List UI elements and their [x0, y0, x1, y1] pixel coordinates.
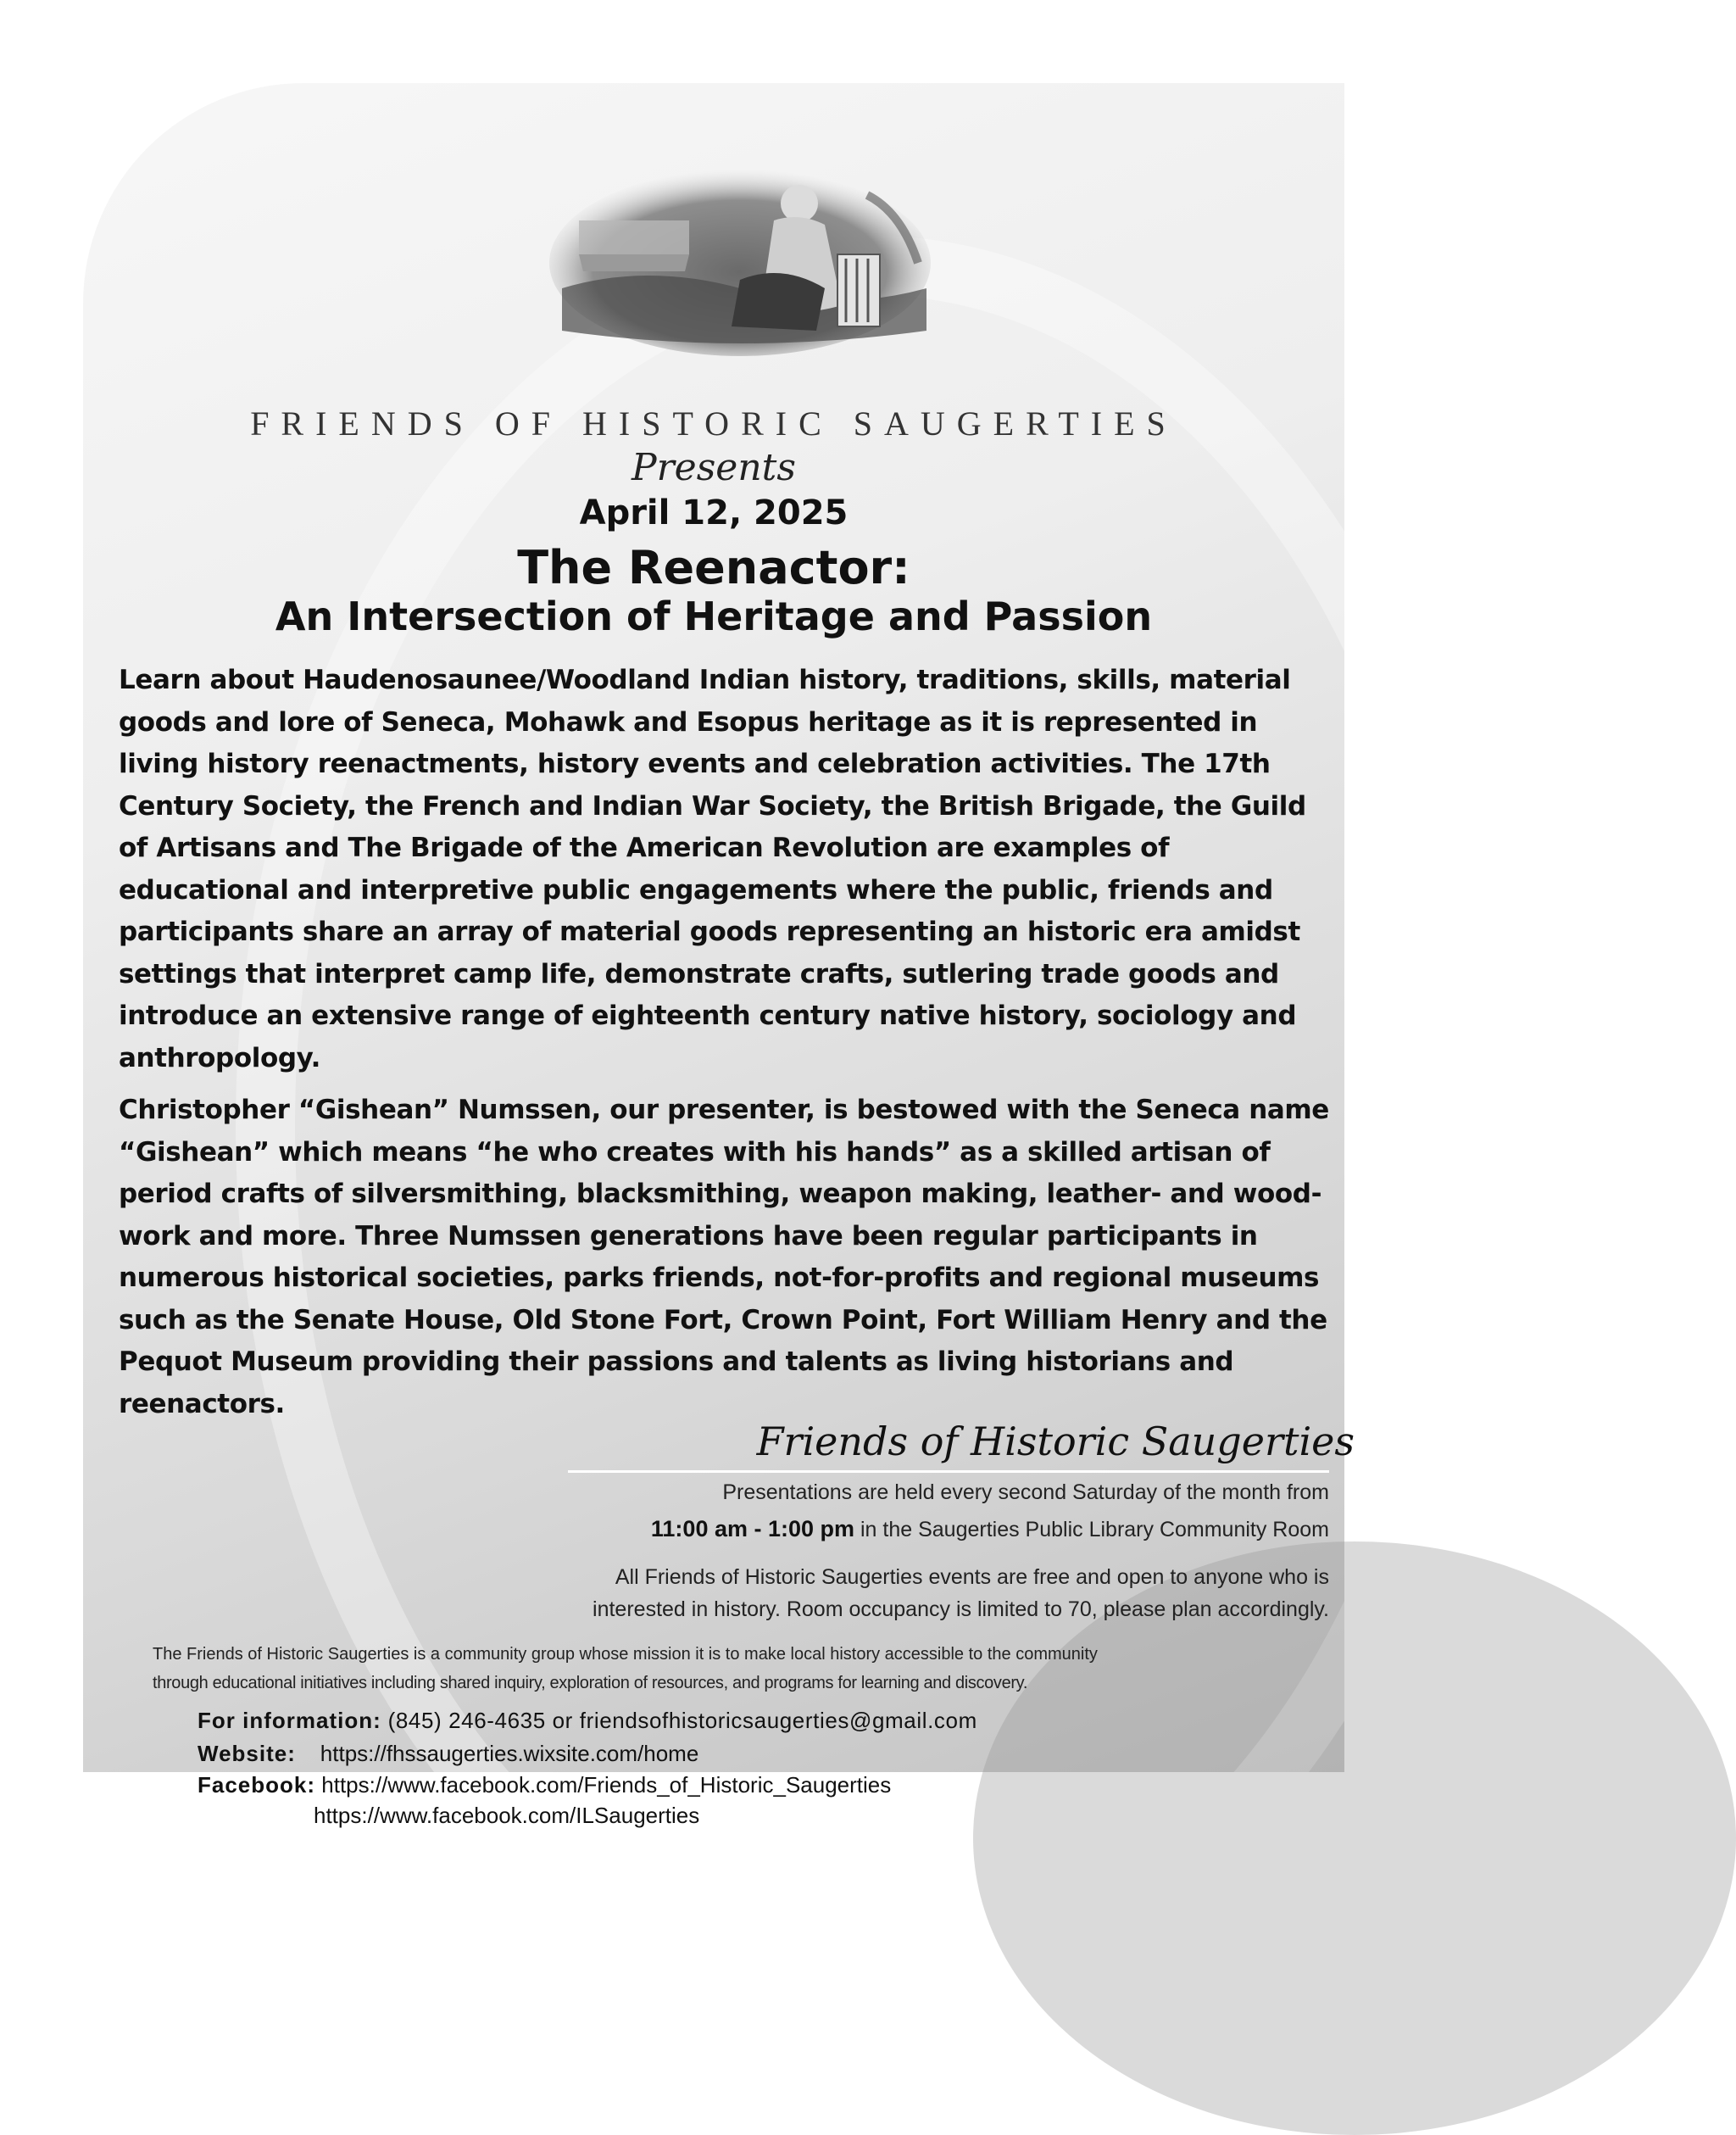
mission-line-2: through educational initiatives including shared inquiry, exploration of resources, and programs for learning and discovery.: [153, 1674, 1028, 1692]
presents-script: Presents: [632, 446, 796, 489]
facebook-label: Facebook:: [198, 1772, 316, 1798]
schedule-location: in the Saugerties Public Library Community Room: [854, 1518, 1329, 1541]
contact-website: [198, 1741, 698, 1767]
contact-info: [198, 1708, 977, 1734]
schedule-time-line: [651, 1516, 1329, 1542]
background-swirl-shadow: [973, 1541, 1736, 2135]
facebook-link-2[interactable]: https://www.facebook.com/ILSaugerties: [314, 1803, 700, 1828]
website-label: Website:: [198, 1741, 296, 1766]
event-title: The Reenactor:: [517, 541, 910, 594]
contact-info-value[interactable]: (845) 246-4635 or friendsofhistoricsaugerties@gmail.com: [381, 1708, 977, 1733]
signature-rule: [568, 1470, 1329, 1473]
contact-info-label: For information:: [198, 1708, 381, 1733]
event-subtitle: An Intersection of Heritage and Passion: [275, 594, 1153, 639]
notice-line-2: interested in history. Room occupancy is limited to 70, please plan accordingly.: [593, 1597, 1329, 1621]
website-link[interactable]: https://fhssaugerties.wixsite.com/home: [320, 1741, 699, 1766]
signature-script: Friends of Historic Saugerties: [756, 1419, 1355, 1464]
event-date: April 12, 2025: [579, 493, 849, 532]
mission-line-1: The Friends of Historic Saugerties is a community group whose mission it is to make local history accessible to the community: [153, 1645, 1098, 1664]
facebook-link-1[interactable]: https://www.facebook.com/Friends_of_Historic_Saugerties: [321, 1772, 892, 1798]
organization-name: FRIENDS OF HISTORIC SAUGERTIES: [250, 404, 1177, 443]
flyer-sheet: [83, 83, 1355, 1828]
notice-line-1: All Friends of Historic Saugerties events are free and open to anyone who is: [615, 1565, 1329, 1589]
description-paragraph: Learn about Haudenosaunee/Woodland Indian history, traditions, skills, material goods and lore of Seneca, Mohawk and Esopus heritage as it is represented in living history reenactments, history events and celebration activities. The 17th Century Society, the French and Indian War Society, the British Brigade, the Guild of Artisans and The Brigade of the American Revolution are examples of educational and interpretive public engagements where the public, friends and participants share an array of material goods representing an historic era amidst settings that interpret camp life, demonstrate crafts, sutlering trade goods and introduce an extensive range of eighteenth century native history, sociology and anthropology.: [119, 665, 1306, 1073]
schedule-time: 11:00 am - 1:00 pm: [650, 1516, 855, 1541]
schedule-line: Presentations are held every second Saturday of the month from: [722, 1480, 1329, 1504]
presenter-paragraph: Christopher “Gishean” Numssen, our presenter, is bestowed with the Seneca name “Gishean” which means “he who creates with his hands” as a skilled artisan of period crafts of silversmithing, blacksmithing, weapon making, leather- and wood-work and more. Three Numssen generations have been regular participants in numerous historical societies, parks friends, not-for-profits and regional museums such as the Senate House, Old Stone Fort, Crown Point, Fort William Henry and the Pequot Museum providing their passions and talents as living historians and reenactors.: [119, 1095, 1329, 1419]
engraving-vignette-image: [545, 161, 935, 356]
contact-facebook: [198, 1772, 891, 1798]
